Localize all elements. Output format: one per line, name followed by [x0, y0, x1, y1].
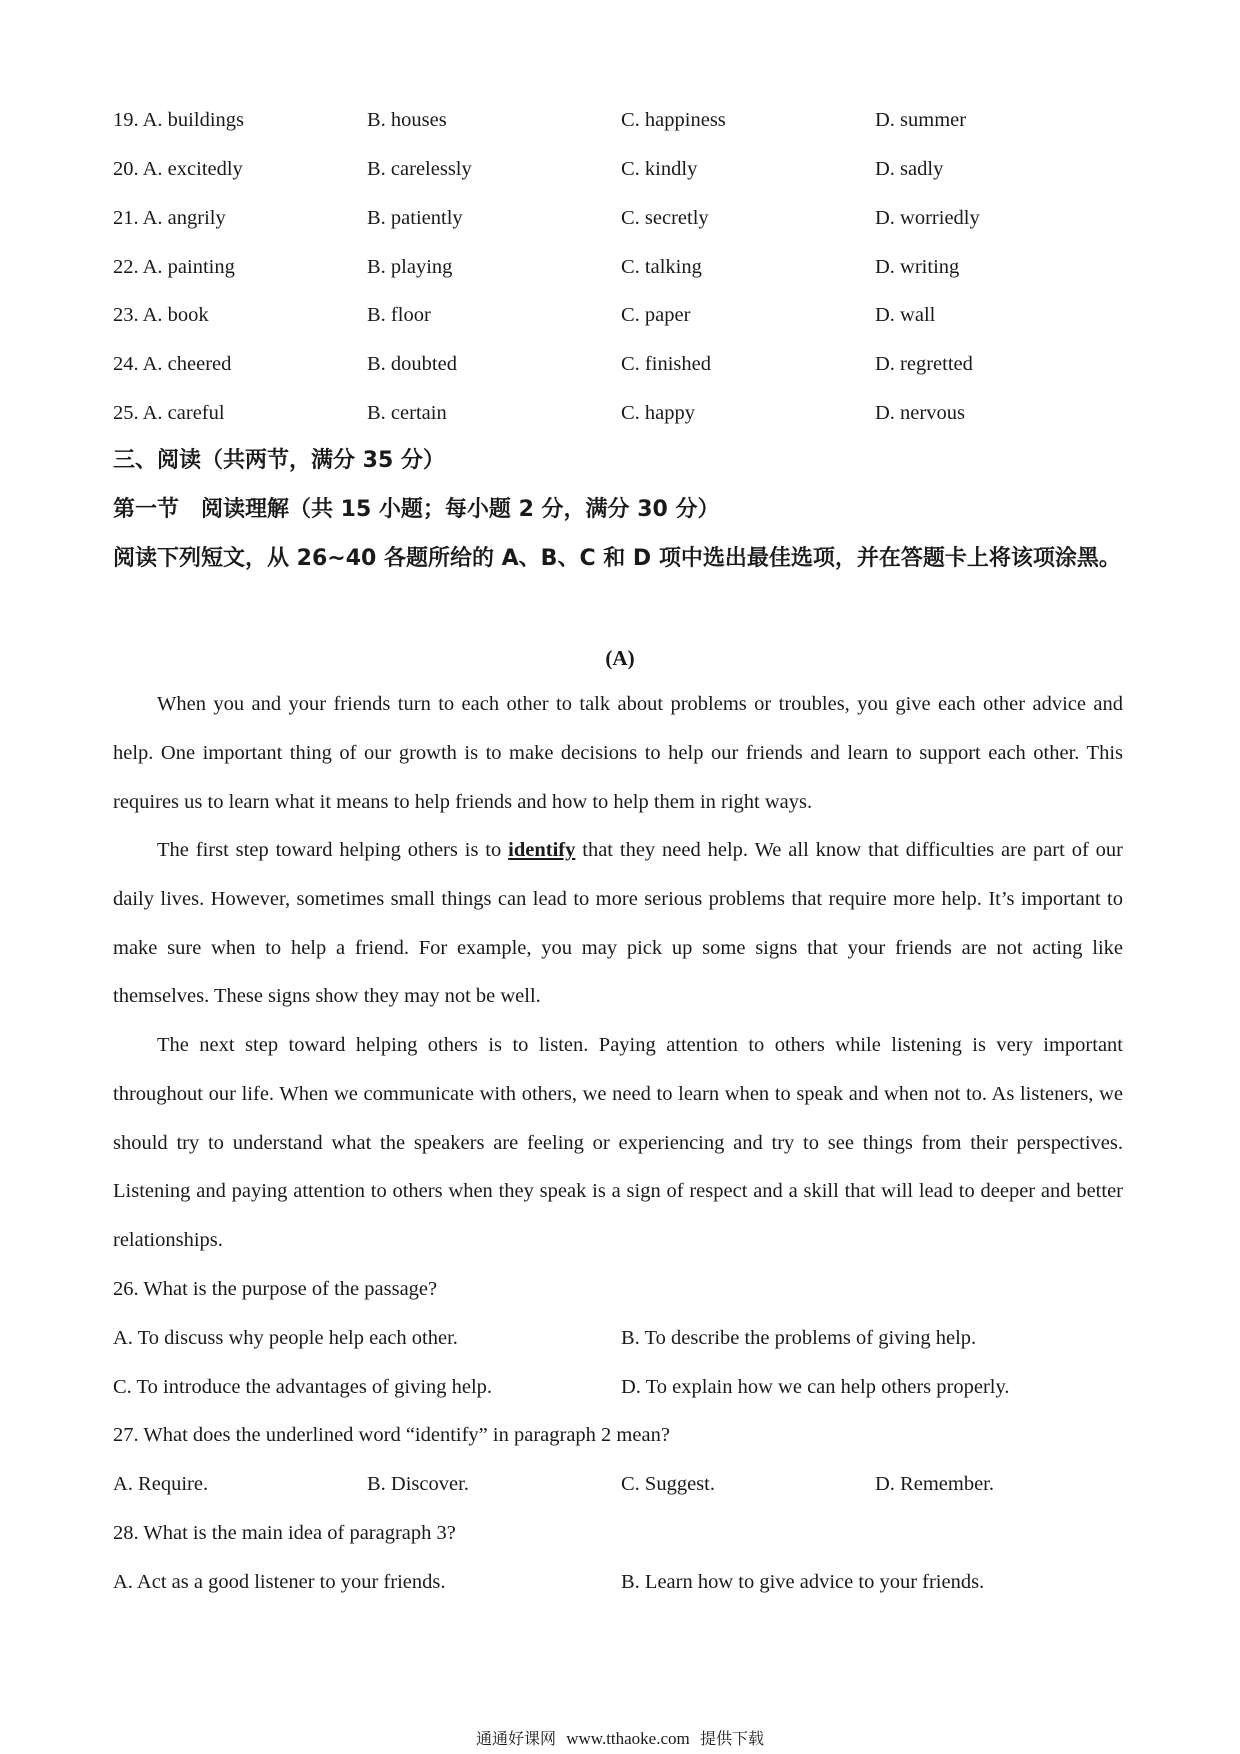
- option-c: C. happiness: [621, 109, 726, 131]
- option-c: C. secretly: [621, 207, 709, 229]
- footer-suffix: 提供下载: [699, 1729, 764, 1748]
- option-a: 22. A. painting: [113, 256, 235, 278]
- option-a: 20. A. excitedly: [113, 158, 243, 180]
- option-a: 23. A. book: [113, 304, 209, 326]
- cloze-option-row: [113, 252, 1133, 282]
- option-a: 19. A. buildings: [113, 109, 244, 131]
- option-c: C. finished: [621, 353, 711, 375]
- cloze-option-row: [113, 154, 1133, 184]
- option-a: A. Require.: [113, 1473, 209, 1495]
- section-title: 三、阅读（共两节，满分 35 分）: [113, 448, 445, 473]
- option-b: B. houses: [367, 109, 447, 131]
- option-d: D. regretted: [875, 353, 973, 375]
- option-b: B. To describe the problems of giving help.: [621, 1327, 977, 1349]
- option-d: D. worriedly: [875, 207, 980, 229]
- option-c: C. talking: [621, 256, 702, 278]
- option-c: C. To introduce the advantages of giving help.: [113, 1376, 493, 1398]
- question-27: 27. What does the underlined word “identify” in paragraph 2 mean?: [113, 1424, 670, 1446]
- option-b: B. Learn how to give advice to your friends.: [621, 1571, 985, 1593]
- option-b: B. doubted: [367, 353, 457, 375]
- option-d: D. writing: [875, 256, 960, 278]
- option-b: B. floor: [367, 304, 431, 326]
- paragraph-2: [113, 826, 1123, 1021]
- instructions: 阅读下列短文，从 26~40 各题所给的 A、B、C 和 D 项中选出最佳选项，并在答题卡上将该项涂黑。: [113, 546, 1121, 571]
- option-c: C. paper: [621, 304, 691, 326]
- question-28-options-ab: [113, 1567, 1133, 1597]
- cloze-option-row: [113, 203, 1133, 233]
- page-footer: [0, 1728, 1240, 1750]
- option-b: B. Discover.: [367, 1473, 469, 1495]
- option-d: D. sadly: [875, 158, 944, 180]
- question-26-options-cd: [113, 1372, 1133, 1402]
- paragraph-1: When you and your friends turn to each other to talk about problems or troubles, you give each other advice and help. One important thing of our growth is to make decisions to help our friends and learn to support each other. This requires us to learn what it means to help friends and how to help them in right ways.: [113, 693, 1123, 813]
- option-a: 24. A. cheered: [113, 353, 232, 375]
- option-d: D. nervous: [875, 402, 965, 424]
- option-c: C. Suggest.: [621, 1473, 715, 1495]
- option-a: A. Act as a good listener to your friends.: [113, 1571, 446, 1593]
- question-26-options-ab: [113, 1323, 1133, 1353]
- footer-site-name: 通通好课网: [476, 1729, 557, 1748]
- option-d: D. Remember.: [875, 1473, 994, 1495]
- cloze-option-row: [113, 105, 1133, 135]
- option-a: 25. A. careful: [113, 402, 225, 424]
- paragraph-2-start: The first step toward helping others is to: [157, 839, 509, 861]
- question-26: 26. What is the purpose of the passage?: [113, 1278, 438, 1300]
- option-a: 21. A. angrily: [113, 207, 226, 229]
- option-d: D. wall: [875, 304, 936, 326]
- option-d: D. summer: [875, 109, 967, 131]
- option-c: C. kindly: [621, 158, 698, 180]
- part-title: 第一节 阅读理解（共 15 小题；每小题 2 分，满分 30 分）: [113, 497, 720, 522]
- option-b: B. patiently: [367, 207, 463, 229]
- cloze-option-row: [113, 349, 1133, 379]
- passage-label: (A): [605, 646, 635, 670]
- option-b: B. certain: [367, 402, 447, 424]
- question-28: 28. What is the main idea of paragraph 3?: [113, 1522, 456, 1544]
- cloze-option-row: [113, 300, 1133, 330]
- option-b: B. playing: [367, 256, 453, 278]
- paragraph-3: The next step toward helping others is to listen. Paying attention to others while listening is very important throughout our life. When we communicate with others, we need to learn when to speak and when not to. As listeners, we should try to understand what the speakers are feeling or experiencing and try to see things from their perspectives. Listening and paying attention to others when they speak is a sign of respect and a skill that will lead to deeper and better relationships.: [113, 1034, 1123, 1252]
- option-a: A. To discuss why people help each other.: [113, 1327, 458, 1349]
- option-b: B. carelessly: [367, 158, 472, 180]
- footer-url[interactable]: www.tthaoke.com: [566, 1729, 690, 1748]
- paragraph-2-end: that they need help. We all know that difficulties are part of our daily lives. However, sometimes small things can lead to more serious problems that require more help. It’s important to make sure when to help a friend. For example, you may pick up some signs that your friends are not acting like themselves. These signs show they may not be well.: [113, 839, 1123, 1008]
- option-c: C. happy: [621, 402, 696, 424]
- option-d: D. To explain how we can help others properly.: [621, 1376, 1010, 1398]
- underlined-word: identify: [508, 839, 576, 861]
- question-27-options: [113, 1469, 1133, 1499]
- cloze-option-row: [113, 398, 1133, 428]
